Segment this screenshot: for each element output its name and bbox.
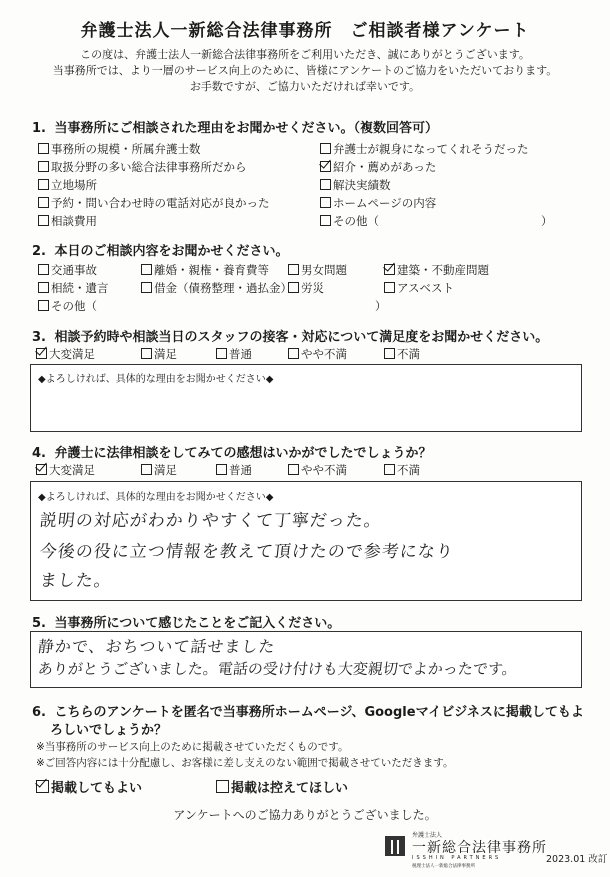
- option-label: 解決実績数: [333, 178, 391, 192]
- checkbox-icon: [141, 282, 152, 293]
- q1-option-phone[interactable]: [38, 195, 270, 211]
- q1-option-referral[interactable]: [320, 159, 436, 175]
- option-label: 不満: [397, 347, 420, 361]
- checkbox-icon: [320, 197, 331, 208]
- q1-option-homepage[interactable]: [320, 195, 436, 211]
- checkmark-icon: [384, 264, 395, 275]
- option-label: 事務所の規模・所属弁護士数: [51, 142, 201, 156]
- option-label: 弁護士が親身になってくれそうだった: [333, 142, 529, 156]
- checkbox-icon: [320, 143, 331, 154]
- q2-option-real-estate[interactable]: [384, 262, 489, 278]
- checkbox-icon: [38, 264, 49, 275]
- q2-option-other[interactable]: [38, 298, 97, 314]
- checkbox-icon: [320, 179, 331, 190]
- q4-answer-line-3: ました。: [38, 571, 113, 591]
- q2-option-relationship[interactable]: [288, 262, 347, 278]
- q3-question: [32, 326, 548, 345]
- q3-text: 相談予約時や相談当日のスタッフの接客・対応について満足度をお聞かせください。: [54, 330, 549, 345]
- q1-option-caring[interactable]: [320, 141, 529, 157]
- checkbox-icon: [288, 264, 299, 275]
- checkmark-icon: [36, 780, 49, 793]
- checkbox-icon: [38, 179, 49, 190]
- checkbox-icon: [38, 161, 49, 172]
- revision-date: 2023.01 改訂: [546, 854, 608, 865]
- q4-option-dissatisfied[interactable]: [384, 462, 420, 478]
- q3-option-dissatisfied[interactable]: [384, 346, 420, 362]
- option-label: アスベスト: [397, 281, 455, 295]
- q6-number: 6.: [32, 705, 46, 720]
- checkbox-icon: [216, 464, 227, 475]
- option-label: 満足: [154, 463, 177, 477]
- checkbox-icon: [38, 197, 49, 208]
- q6-option-decline[interactable]: [216, 777, 348, 796]
- intro-line-3: お手数ですが、ご協力いただければ幸いです。: [189, 80, 421, 93]
- q4-answer-line-2: 今後の役に立つ情報を教えて頂けたので参考になり: [38, 542, 455, 562]
- q4-option-very-satisfied[interactable]: [36, 462, 95, 478]
- q1-text: 当事務所にご相談された理由をお聞かせください。（複数回答可）: [54, 121, 439, 136]
- option-label: 紹介・薦めがあった: [333, 160, 437, 174]
- checkbox-icon: [384, 464, 395, 475]
- option-label: 予約・問い合わせ時の電話対応が良かった: [51, 196, 270, 210]
- firm-type-label: 弁護士法人: [412, 832, 443, 839]
- firm-english-name: ISSHIN PARTNERS: [412, 855, 502, 861]
- q5-answer-line-2: ありがとうございました。電話の受け付けも大変親切でよかったです。: [37, 660, 518, 678]
- firm-logo-icon: [384, 835, 406, 857]
- q6-note-2: ※ご回答内容には十分配慮し、お客様に差し支えのない範囲で掲載させていただきます。: [36, 757, 454, 769]
- option-label: 普通: [229, 347, 252, 361]
- q1-option-other[interactable]: [320, 213, 379, 229]
- option-label: 掲載してもよい: [51, 781, 143, 796]
- thanks-message: アンケートへのご協力ありがとうございました。: [173, 808, 437, 822]
- checkbox-icon: [141, 464, 152, 475]
- option-label: その他（: [51, 299, 97, 313]
- option-label: 建築・不動産問題: [397, 263, 489, 277]
- q2-option-divorce[interactable]: [141, 262, 269, 278]
- q1-option-fee[interactable]: [38, 213, 97, 229]
- q2-question: [32, 240, 289, 259]
- q5-answer-line-1: 静かで、おちついて話せました: [36, 637, 277, 656]
- q3-option-somewhat-dissatisfied[interactable]: [288, 346, 347, 362]
- checkbox-icon: [216, 780, 229, 793]
- checkbox-icon: [38, 300, 49, 311]
- option-label: やや不満: [301, 347, 347, 361]
- option-label: 労災: [301, 281, 324, 295]
- checkbox-icon: [384, 282, 395, 293]
- option-label: 相続・遺言: [51, 281, 109, 295]
- q6-question-line-2: ろしいでしょうか？: [50, 723, 168, 738]
- option-label: ホームページの内容: [333, 196, 437, 210]
- checkbox-icon: [38, 215, 49, 226]
- option-label: 相談費用: [51, 214, 97, 228]
- q4-text: 弁護士に法律相談をしてみての感想はいかがでしたでしょうか？: [54, 446, 432, 461]
- option-label: 普通: [229, 463, 252, 477]
- option-label: 大変満足: [49, 347, 95, 361]
- q4-option-satisfied[interactable]: [141, 462, 177, 478]
- q4-option-somewhat-dissatisfied[interactable]: [288, 462, 347, 478]
- checkbox-icon: [216, 348, 227, 359]
- q3-option-normal[interactable]: [216, 346, 252, 362]
- q3-option-satisfied[interactable]: [141, 346, 177, 362]
- option-label: やや不満: [301, 463, 347, 477]
- q4-box-label: ◆よろしければ、具体的な理由をお聞かせください◆: [38, 492, 274, 503]
- q2-option-labor-accident[interactable]: [288, 280, 324, 296]
- firm-name: 一新総合法律事務所: [412, 840, 547, 856]
- intro-line-2: 当事務所では、より一層のサービス向上のために、皆様にアンケートのご協力をいただいております。: [52, 64, 558, 77]
- option-label: 不満: [397, 463, 420, 477]
- checkbox-icon: [384, 348, 395, 359]
- checkbox-icon: [141, 348, 152, 359]
- q6-note-1: ※当事務所のサービス向上のために掲載させていただくものです。: [36, 741, 349, 753]
- q6-question-line-1: [32, 701, 584, 720]
- option-label: 交通事故: [51, 263, 97, 277]
- q1-number: 1.: [32, 121, 46, 136]
- q2-option-asbestos[interactable]: [384, 280, 454, 296]
- q3-number: 3.: [32, 330, 46, 345]
- checkbox-icon: [288, 348, 299, 359]
- q1-option-location[interactable]: [38, 177, 97, 193]
- checkbox-icon: [320, 215, 331, 226]
- q4-option-normal[interactable]: [216, 462, 252, 478]
- q5-number: 5.: [32, 616, 46, 631]
- option-label: 取扱分野の多い総合法律事務所だから: [51, 160, 247, 174]
- option-label: 大変満足: [49, 463, 95, 477]
- q1-option-scale[interactable]: [38, 141, 201, 157]
- checkbox-icon: [288, 282, 299, 293]
- q1-option-track-record[interactable]: [320, 177, 391, 193]
- q3-box-label: ◆よろしければ、具体的な理由をお聞かせください◆: [38, 374, 274, 385]
- q1-other-close: ）: [541, 214, 553, 228]
- option-label: 立地場所: [51, 178, 97, 192]
- q2-option-traffic[interactable]: [38, 262, 97, 278]
- option-label: 男女問題: [301, 263, 347, 277]
- option-label: 借金（債務整理・過払金）: [154, 281, 292, 295]
- checkbox-icon: [141, 264, 152, 275]
- option-label: 満足: [154, 347, 177, 361]
- q5-text: 当事務所について感じたことをご記入ください。: [54, 616, 341, 631]
- q2-option-inheritance[interactable]: [38, 280, 109, 296]
- checkbox-icon: [288, 464, 299, 475]
- firm-sub-label: 税理士法人一新総合法律事務所: [412, 864, 475, 869]
- q6-text-1: こちらのアンケートを匿名で当事務所ホームページ、Googleマイビジネスに掲載してもよ: [54, 705, 584, 720]
- q4-number: 4.: [32, 446, 46, 461]
- option-label: 掲載は控えてほしい: [231, 781, 349, 796]
- page-title: 弁護士法人一新総合法律事務所 ご相談者様アンケート: [80, 21, 530, 41]
- q5-question: [32, 612, 340, 631]
- option-label: 離婚・親権・養育費等: [154, 263, 269, 277]
- q4-answer-line-1: 説明の対応がわかりやすくて丁寧だった。: [38, 511, 383, 531]
- q3-option-very-satisfied[interactable]: [36, 346, 95, 362]
- q2-other-close: ）: [375, 299, 387, 313]
- q4-question: [32, 442, 432, 461]
- checkmark-icon: [320, 161, 331, 172]
- q2-text: 本日のご相談内容をお聞かせください。: [54, 244, 289, 259]
- checkbox-icon: [38, 282, 49, 293]
- q1-option-general-firm[interactable]: [38, 159, 247, 175]
- q6-option-allow[interactable]: [36, 777, 142, 796]
- q2-number: 2.: [32, 244, 46, 259]
- checkbox-icon: [38, 143, 49, 154]
- q2-option-debt[interactable]: [141, 280, 292, 296]
- intro-line-1: この度は、弁護士法人一新総合法律事務所をご利用いただき、誠にありがとうございます。: [80, 48, 530, 61]
- option-label: その他（: [333, 214, 379, 228]
- q1-question: [32, 117, 438, 136]
- checkmark-icon: [36, 348, 47, 359]
- checkmark-icon: [36, 464, 47, 475]
